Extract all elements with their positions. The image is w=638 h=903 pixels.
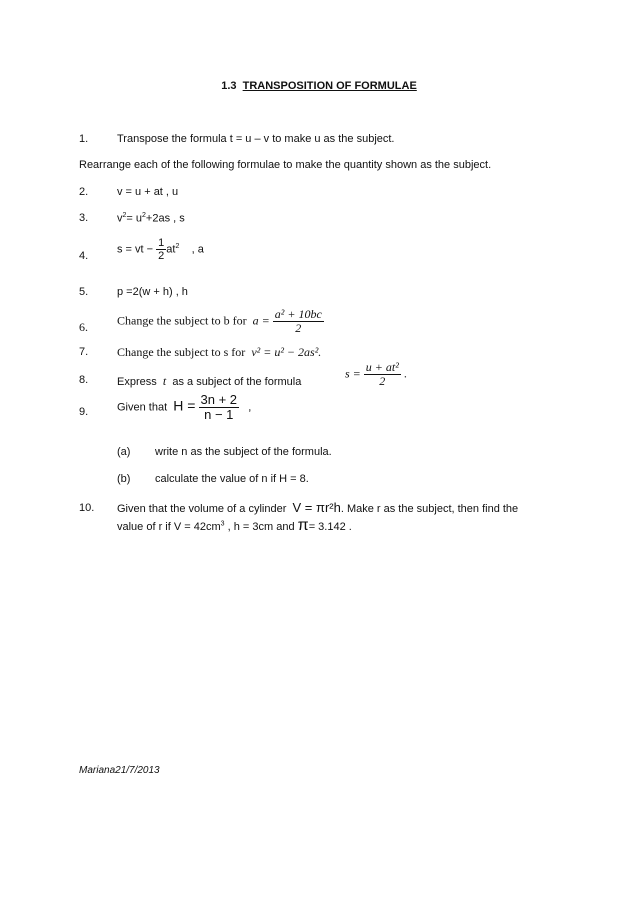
q4-frac-num: 1 [158, 237, 165, 249]
q9-tail: , [248, 401, 252, 414]
q8-frac-den: 2 [379, 374, 386, 389]
q10-line2-pre: value of r if V = 42cm [117, 521, 221, 533]
question-number-3: 3. [79, 212, 89, 224]
footer-author-date: Mariana21/7/2013 [79, 765, 160, 776]
question-9-text [117, 393, 251, 423]
question-4-formula [117, 237, 204, 262]
question-number-4: 4. [79, 250, 89, 262]
question-2-text: v = u + at , u [117, 186, 179, 198]
question-8-text [117, 374, 301, 389]
question-number-8: 8. [79, 374, 89, 386]
q10-sup: 3 [220, 520, 225, 528]
q6-frac-num: a² + 10bc [274, 307, 322, 321]
q10-line1-pre: Given that the volume of a cylinder [117, 503, 287, 515]
question-10-line-1 [117, 500, 518, 515]
q8-frac-num: u + at² [365, 360, 399, 374]
q9-lhs: H = [173, 397, 196, 414]
question-9a-text: write n as the subject of the formula. [155, 446, 332, 458]
q4-frac-den: 2 [158, 250, 165, 263]
question-5-text: p =2(w + h) , h [117, 286, 188, 298]
q4-post: at [166, 243, 176, 256]
question-10-line-2 [117, 517, 352, 535]
q8-lhs: s = [345, 366, 361, 381]
q10-line2-post: = 3.142 . [308, 521, 352, 533]
q6-fraction [273, 308, 324, 335]
question-1-text: Transpose the formula t = u – v to make u as the subject. [117, 133, 395, 145]
question-number-5: 5. [79, 286, 89, 298]
q6-lhs: a = [252, 313, 270, 328]
question-9b-text: calculate the value of n if H = 8. [155, 473, 309, 485]
question-9b-label: (b) [117, 473, 131, 485]
q8-post: as a subject of the formula [172, 376, 302, 388]
q8-var: t [162, 374, 167, 388]
q4-pre: s = vt − [117, 243, 154, 256]
question-number-10: 10. [79, 502, 95, 514]
q4-fraction [156, 237, 166, 262]
question-number-7: 7. [79, 346, 89, 358]
q3-pre: v [117, 212, 123, 225]
q7-formula: v² = u² − 2as². [251, 345, 322, 359]
question-number-9: 9. [79, 406, 89, 418]
q10-formula: V = πr²h [292, 500, 341, 515]
q3-mid: = u [126, 212, 143, 225]
question-number-2: 2. [79, 186, 89, 198]
section-title: TRANSPOSITION OF FORMULAE [242, 80, 417, 92]
page-title [0, 80, 638, 92]
q10-line1-post: . Make r as the subject, then find the [340, 503, 519, 515]
q8-pre: Express [117, 376, 157, 388]
q7-text: Change the subject to s for [117, 345, 246, 359]
q8-fraction [364, 361, 401, 388]
q3-sup-2: 2 [142, 212, 146, 219]
question-7-formula [117, 345, 321, 360]
q10-pi: π [297, 517, 309, 534]
q9-frac-den: n − 1 [204, 407, 234, 423]
question-number-6: 6. [79, 320, 88, 334]
question-3-formula [117, 212, 185, 225]
q9-pre: Given that [117, 401, 168, 414]
q3-post: +2as , s [145, 212, 185, 225]
question-8-formula [345, 361, 407, 388]
section-number: 1.3 [221, 80, 237, 92]
q3-sup-1: 2 [122, 212, 127, 219]
q9-fraction [199, 393, 240, 423]
q8-tail: . [403, 366, 407, 381]
question-6-formula [117, 308, 324, 335]
q4-sup: 2 [175, 242, 180, 250]
q9-frac-num: 3n + 2 [200, 392, 238, 407]
question-number-1: 1. [79, 133, 89, 145]
q6-frac-den: 2 [295, 321, 302, 336]
q6-text: Change the subject to b for [117, 313, 247, 328]
instructions: Rearrange each of the following formulae to make the quantity shown as the subject. [79, 159, 492, 171]
q4-tail: , a [191, 243, 204, 256]
question-9a-label: (a) [117, 446, 131, 458]
q10-line2-mid: , h = 3cm and [227, 521, 295, 533]
